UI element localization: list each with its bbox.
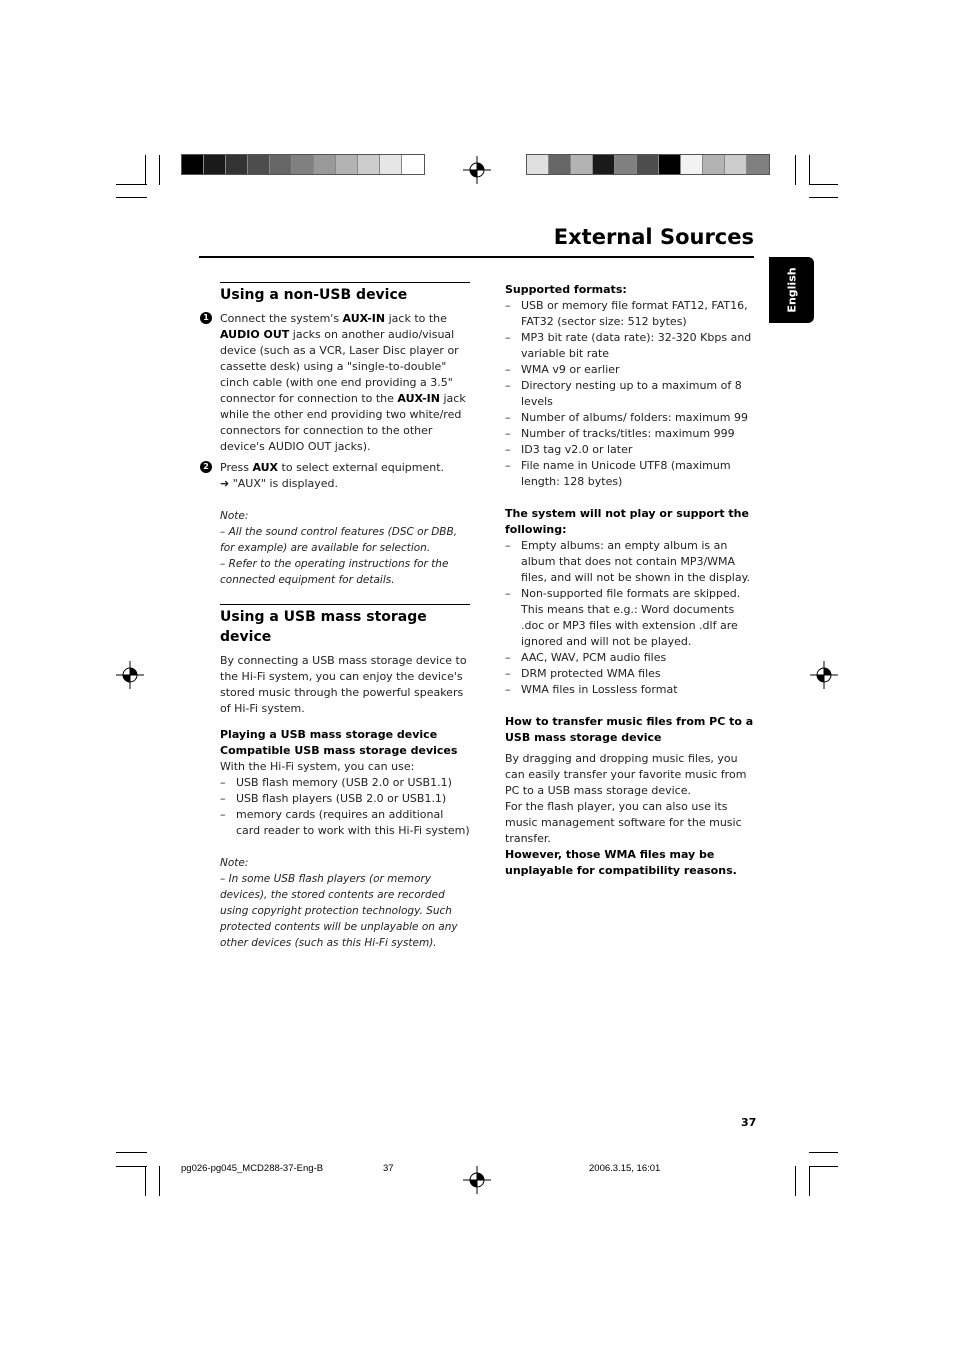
title-rule bbox=[199, 256, 754, 258]
crop-mark bbox=[116, 1152, 147, 1153]
color-swatch bbox=[226, 155, 248, 174]
crop-mark bbox=[809, 1152, 838, 1153]
color-swatch bbox=[571, 155, 593, 174]
crop-mark bbox=[116, 1166, 147, 1167]
list-item: – USB or memory file format FAT12, FAT16, FAT32 (sector size: 512 bytes) bbox=[505, 298, 755, 330]
crop-mark bbox=[809, 184, 838, 185]
footer-date: 2006.3.15, 16:01 bbox=[589, 1163, 661, 1174]
list-item: – File name in Unicode UTF8 (maximum length: 128 bytes) bbox=[505, 458, 755, 490]
color-calibration-bar-left bbox=[181, 154, 425, 175]
subheading-playing: Playing a USB mass storage device bbox=[220, 728, 438, 741]
crop-mark bbox=[159, 155, 160, 185]
registration-mark-icon bbox=[116, 661, 144, 689]
compatible-intro: With the Hi-Fi system, you can use: bbox=[220, 760, 415, 773]
color-swatch bbox=[314, 155, 336, 174]
color-swatch bbox=[615, 155, 637, 174]
list-item: – DRM protected WMA files bbox=[505, 666, 755, 682]
list-item: – Directory nesting up to a maximum of 8 levels bbox=[505, 378, 755, 410]
formats-list bbox=[505, 298, 755, 490]
step-2-result: ➜ "AUX" is displayed. bbox=[220, 477, 339, 490]
crop-mark bbox=[809, 155, 810, 185]
compatible-devices-list bbox=[220, 775, 470, 839]
crop-mark bbox=[145, 1166, 146, 1196]
list-item: – Number of tracks/titles: maximum 999 bbox=[505, 426, 755, 442]
crop-mark bbox=[809, 1166, 838, 1167]
color-swatch bbox=[703, 155, 725, 174]
color-swatch bbox=[549, 155, 571, 174]
color-swatch bbox=[747, 155, 769, 174]
step-2 bbox=[203, 460, 470, 492]
not-supported-list bbox=[505, 538, 755, 698]
list-item: – ID3 tag v2.0 or later bbox=[505, 442, 755, 458]
step-number-icon: 1 bbox=[200, 312, 212, 324]
page-title: External Sources bbox=[553, 225, 754, 249]
color-swatch bbox=[292, 155, 314, 174]
step-2-text: Press AUX to select external equipment. bbox=[220, 461, 445, 474]
color-swatch bbox=[725, 155, 747, 174]
note-label: Note: bbox=[220, 510, 249, 522]
transfer-paragraph: By dragging and dropping music files, you can easily transfer your favorite music from PC to a USB mass storage device. bbox=[505, 752, 747, 797]
color-swatch bbox=[336, 155, 358, 174]
color-swatch bbox=[270, 155, 292, 174]
list-item: – AAC, WAV, PCM audio files bbox=[505, 650, 755, 666]
footer-page: 37 bbox=[383, 1163, 394, 1174]
color-swatch bbox=[637, 155, 659, 174]
subheading-compatible: Compatible USB mass storage devices bbox=[220, 744, 458, 757]
list-item: – Non-supported file formats are skipped. This means that e.g.: Word documents .doc or MP3 files with extension .dlf are ignored and will not be played. bbox=[505, 586, 755, 650]
color-swatch bbox=[380, 155, 402, 174]
note-label: Note: bbox=[220, 857, 249, 869]
registration-mark-icon bbox=[810, 661, 838, 689]
list-item: – WMA files in Lossless format bbox=[505, 682, 755, 698]
registration-mark-icon bbox=[463, 156, 491, 184]
color-swatch bbox=[681, 155, 703, 174]
list-item: – WMA v9 or earlier bbox=[505, 362, 755, 378]
list-item: – Number of albums/ folders: maximum 99 bbox=[505, 410, 755, 426]
step-1 bbox=[203, 311, 470, 455]
color-swatch bbox=[593, 155, 615, 174]
crop-mark bbox=[809, 1166, 810, 1196]
crop-mark bbox=[116, 197, 147, 198]
list-item: – MP3 bit rate (data rate): 32-320 Kbps and variable bit rate bbox=[505, 330, 755, 362]
crop-mark bbox=[795, 155, 796, 185]
right-column bbox=[505, 282, 755, 879]
usb-intro: By connecting a USB mass storage device to the Hi-Fi system, you can enjoy the device's stored music through the powerful speakers of Hi-Fi system. bbox=[220, 654, 467, 715]
not-supported-heading: The system will not play or support the following: bbox=[505, 507, 749, 536]
transfer-paragraph: For the flash player, you can also use its music management software for the music transfer. bbox=[505, 800, 742, 845]
color-swatch bbox=[527, 155, 549, 174]
note-line: – Refer to the operating instructions for the connected equipment for details. bbox=[220, 558, 449, 586]
page-number: 37 bbox=[741, 1116, 757, 1129]
color-swatch bbox=[659, 155, 681, 174]
transfer-warning: However, those WMA files may be unplayable for compatibility reasons. bbox=[505, 848, 737, 877]
transfer-heading: How to transfer music files from PC to a USB mass storage device bbox=[505, 715, 754, 744]
list-item: – memory cards (requires an additional card reader to work with this Hi-Fi system) bbox=[220, 807, 470, 839]
formats-heading: Supported formats: bbox=[505, 283, 627, 296]
language-tab-label: English bbox=[785, 267, 798, 313]
step-1-text: Connect the system's AUX-IN jack to the AUDIO OUT jacks on another audio/visual device (such as a VCR, Laser Disc player or cassette desk) using a "single-to-double" cinch cable (with one end providing a 3.5" connector for connection to the AUX-IN jack while the other end providing two white/red connectors for connection to the other device's AUDIO OUT jacks). bbox=[220, 312, 466, 453]
note-line: – All the sound control features (DSC or DBB, for example) are available for selection. bbox=[220, 526, 458, 554]
language-tab bbox=[769, 257, 814, 323]
color-swatch bbox=[204, 155, 226, 174]
list-item: – USB flash memory (USB 2.0 or USB1.1) bbox=[220, 775, 470, 791]
registration-mark-icon bbox=[463, 1166, 491, 1194]
step-number-icon: 2 bbox=[200, 461, 212, 473]
color-calibration-bar-right bbox=[526, 154, 770, 175]
list-item: – USB flash players (USB 2.0 or USB1.1) bbox=[220, 791, 470, 807]
color-swatch bbox=[402, 155, 424, 174]
footer-file: pg026-pg045_MCD288-37-Eng-B bbox=[181, 1163, 324, 1174]
color-swatch bbox=[248, 155, 270, 174]
list-item: – Empty albums: an empty album is an album that does not contain MP3/WMA files, and will not be shown in the display. bbox=[505, 538, 755, 586]
left-column bbox=[203, 282, 470, 951]
section-heading-usb: Using a USB mass storage device bbox=[220, 604, 470, 647]
section-heading-non-usb: Using a non-USB device bbox=[220, 282, 470, 305]
color-swatch bbox=[358, 155, 380, 174]
color-swatch bbox=[182, 155, 204, 174]
crop-mark bbox=[795, 1166, 796, 1196]
crop-mark bbox=[159, 1166, 160, 1196]
note-text: – In some USB flash players (or memory devices), the stored contents are recorded using copyright protection technology. Such protected contents will be unplayable on any other devices (such as this Hi-Fi system). bbox=[220, 873, 458, 949]
crop-mark bbox=[809, 197, 838, 198]
crop-mark bbox=[116, 184, 147, 185]
crop-mark bbox=[145, 155, 146, 185]
